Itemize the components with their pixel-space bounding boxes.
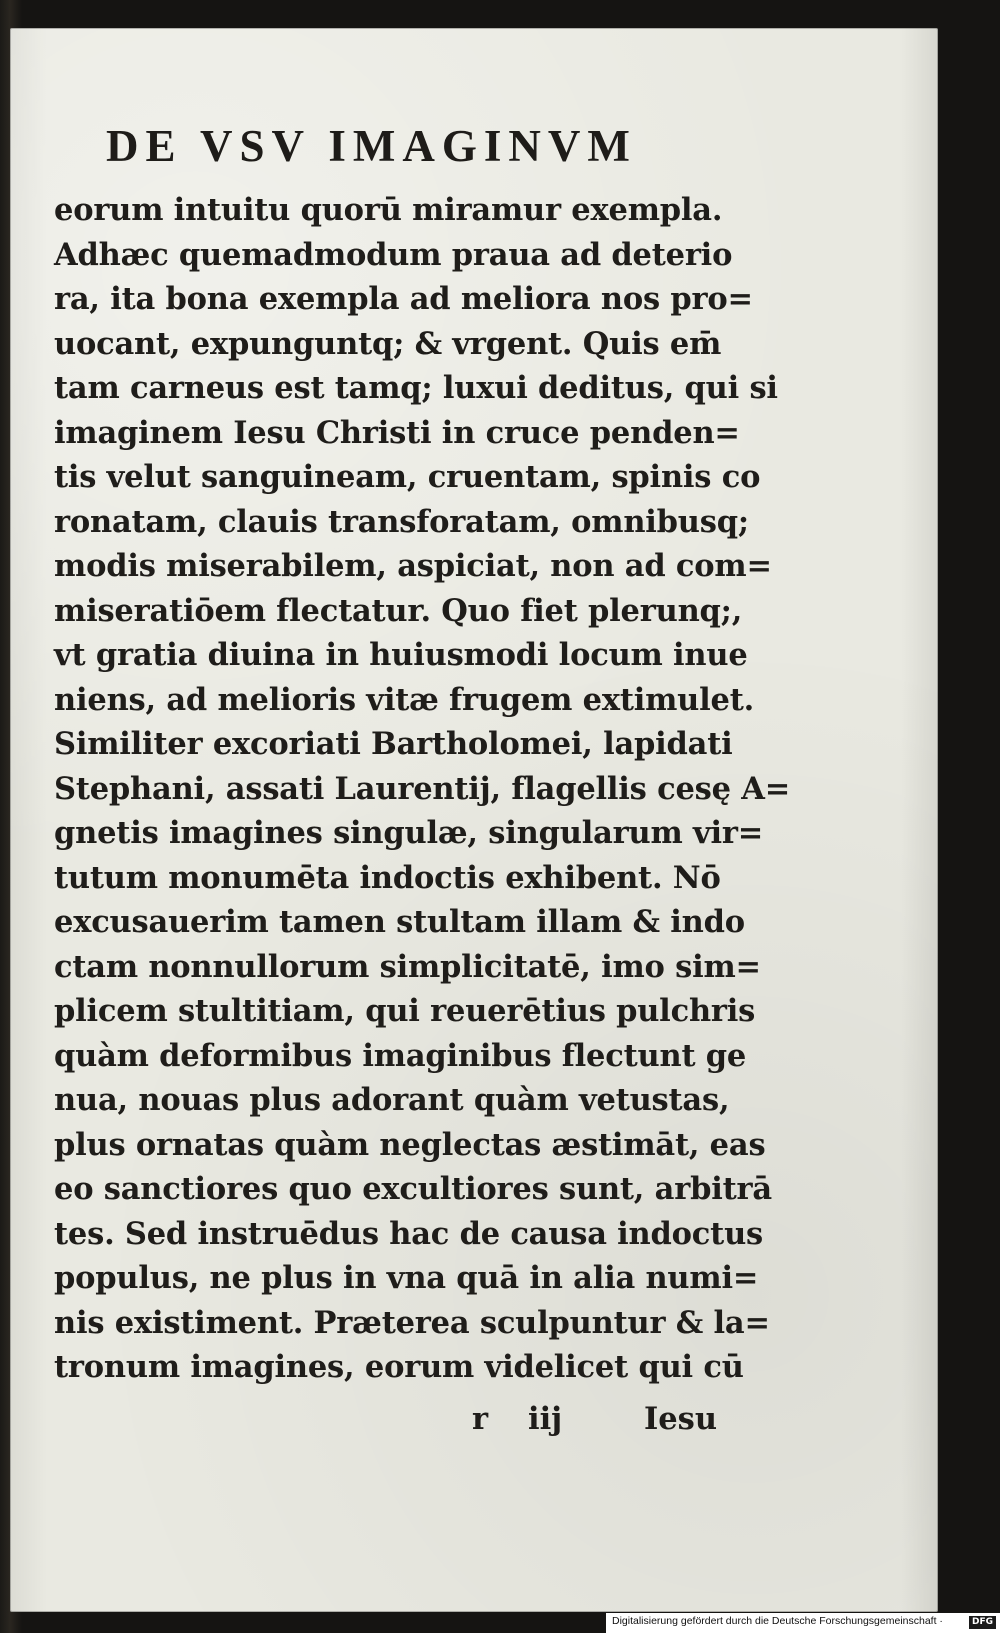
text-line: Similiter excoriati Bartholomei, lapidati bbox=[54, 726, 733, 762]
text-line: nis existiment. Præterea sculpuntur & la= bbox=[54, 1304, 770, 1341]
text-line: Stephani, assati Laurentij, flagellis cesę A= bbox=[54, 770, 791, 807]
text-line: Adhæc quemadmodum praua ad deterio bbox=[54, 236, 733, 273]
text-line: plus ornatas quàm neglectas æstimāt, eas bbox=[54, 1126, 766, 1163]
text-line: tronum imagines, eorum videlicet qui cū bbox=[54, 1349, 744, 1385]
dfg-logo: DFG bbox=[969, 1616, 996, 1629]
text-line: quàm deformibus imaginibus flectunt ge bbox=[54, 1037, 747, 1074]
text-line: tis velut sanguineam, cruentam, spinis co bbox=[54, 459, 761, 495]
text-line: ra, ita bona exempla ad meliora nos pro= bbox=[54, 281, 753, 317]
signature-mark: r bbox=[472, 1401, 489, 1437]
text-block bbox=[54, 188, 791, 1390]
running-head: DE VSV IMAGINVM bbox=[106, 121, 637, 171]
text-line: modis miserabilem, aspiciat, non ad com= bbox=[54, 548, 772, 584]
text-line: ctam nonnullorum simplicitatē, imo sim= bbox=[54, 948, 761, 985]
footer-credit: Digitalisierung gefördert durch die Deutsche Forschungsgemeinschaft · bbox=[612, 1615, 943, 1627]
text-line: niens, ad melioris vitæ frugem extimulet. bbox=[54, 681, 755, 718]
text-line: populus, ne plus in vna quā in alia numi= bbox=[54, 1260, 759, 1296]
signature-number: iij bbox=[528, 1401, 563, 1437]
book-page bbox=[10, 28, 938, 1612]
text-line: tam carneus est tamq; luxui deditus, qui si bbox=[54, 370, 778, 406]
text-line: miseratiōem flectatur. Quo fiet plerunq;, bbox=[54, 592, 743, 629]
text-line: gnetis imagines singulæ, singularum vir= bbox=[54, 815, 764, 851]
catchline bbox=[10, 1401, 730, 1451]
text-line: eo sanctiores quo excultiores sunt, arbitrā bbox=[54, 1171, 772, 1207]
text-line: eorum intuitu quorū miramur exempla. bbox=[54, 192, 723, 228]
text-line: plicem stultitiam, qui reuerētius pulchris bbox=[54, 993, 756, 1029]
text-line: tutum monumēta indoctis exhibent. Nō bbox=[54, 859, 721, 896]
text-line: excusauerim tamen stultam illam & indo bbox=[54, 904, 745, 940]
text-line: tes. Sed instruēdus hac de causa indoctus bbox=[54, 1215, 764, 1252]
text-line: uocant, expunguntq; & vrgent. Quis em̄ bbox=[54, 325, 722, 362]
digitization-footer bbox=[606, 1613, 1000, 1633]
text-line: ronatam, clauis transforatam, omnibusq; bbox=[54, 503, 749, 540]
catchword: Iesu bbox=[644, 1401, 718, 1437]
text-line: imaginem Iesu Christi in cruce penden= bbox=[54, 414, 740, 451]
text-line: nua, nouas plus adorant quàm vetustas, bbox=[54, 1082, 730, 1118]
text-line: vt gratia diuina in huiusmodi locum inue bbox=[54, 637, 748, 673]
